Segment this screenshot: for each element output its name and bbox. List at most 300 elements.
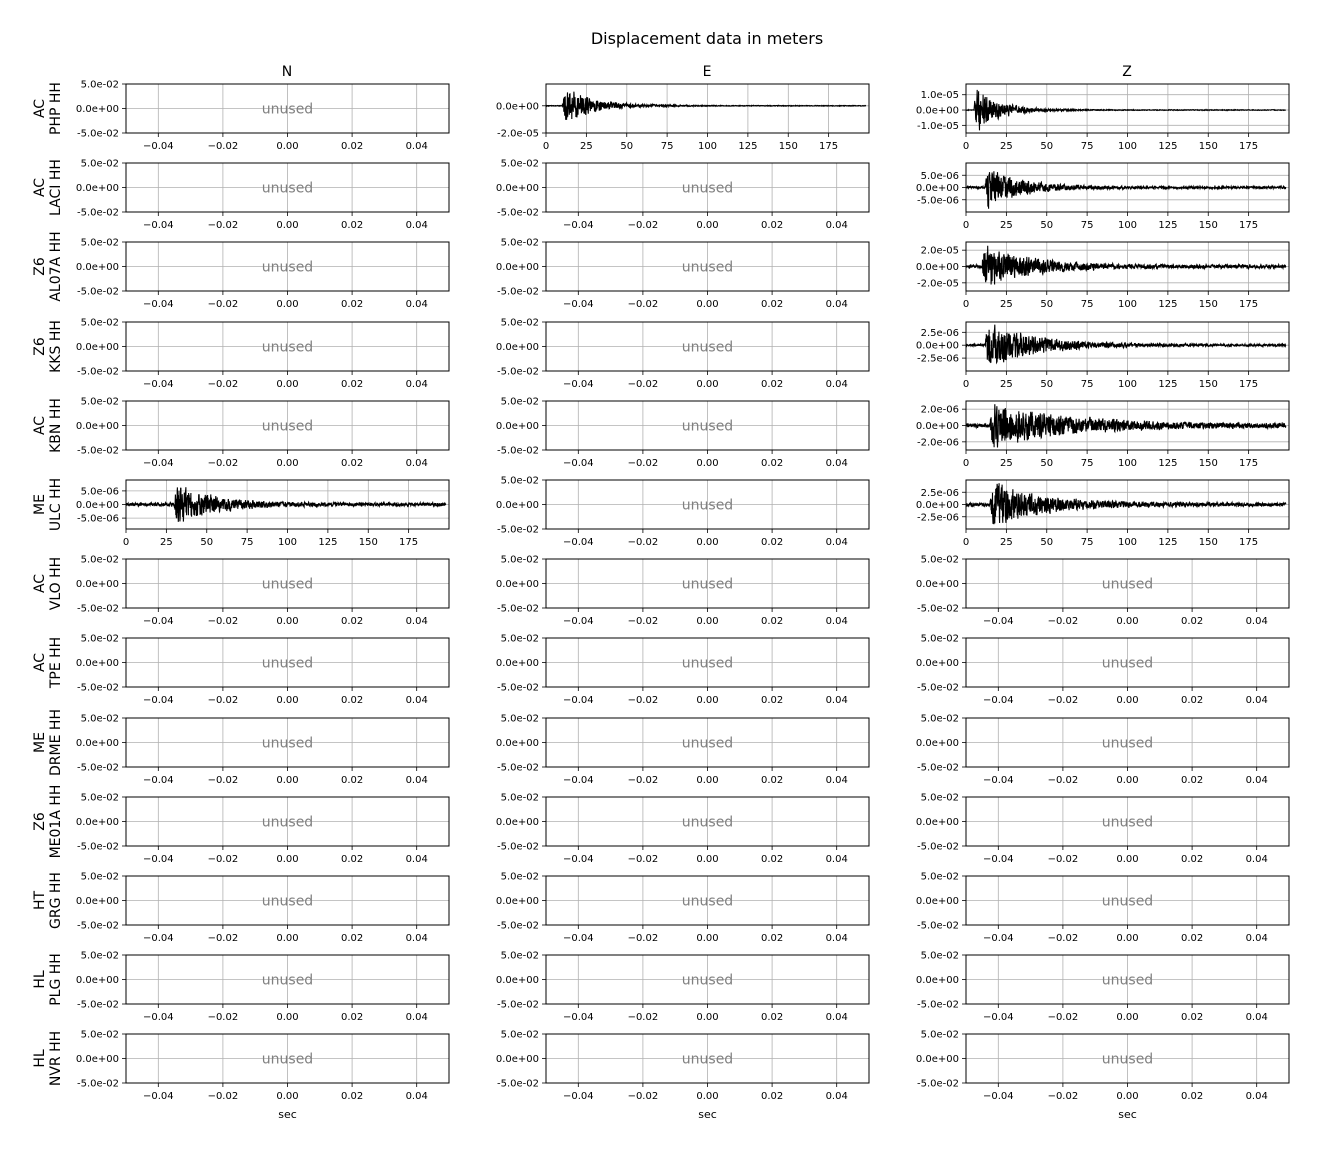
y-tick-label: 5.0e-02 [920, 554, 959, 566]
x-axis-label: sec [1118, 1108, 1137, 1121]
x-tick-label: 0.02 [760, 933, 784, 944]
y-tick-label: 5.0e-02 [920, 950, 959, 962]
unused-label: unused [1101, 735, 1154, 752]
x-tick-label: 0.00 [276, 933, 299, 944]
station-network-label: Z6 [32, 337, 48, 356]
x-tick-label: −0.04 [562, 220, 594, 231]
x-tick-label: −0.04 [142, 695, 174, 706]
x-tick-label: −0.04 [562, 1012, 594, 1023]
x-tick-label: 0.02 [760, 775, 784, 786]
station-row [32, 951, 1289, 1024]
x-tick-label: −0.04 [562, 537, 594, 548]
y-tick-label: -2.0e-05 [497, 128, 539, 140]
x-tick-label: 0.02 [760, 854, 784, 865]
x-tick-label: −0.02 [1047, 1091, 1079, 1102]
y-tick-label: -5.0e-02 [497, 841, 539, 853]
waveform-trace [546, 92, 866, 120]
y-tick-label: 5.0e-02 [920, 871, 959, 883]
x-tick-label: 150 [1198, 458, 1218, 469]
x-tick-label: 0 [962, 141, 970, 152]
station-row [32, 1030, 1289, 1122]
station-network-label: HT [32, 890, 48, 911]
y-tick-label: 0.0e+00 [495, 183, 539, 194]
y-tick-label: 0.0e+00 [915, 262, 959, 273]
y-tick-label: 1.0e-05 [920, 90, 959, 102]
unused-label: unused [261, 180, 314, 197]
y-tick-label: 0.0e+00 [495, 817, 539, 828]
x-tick-label: 150 [1198, 379, 1218, 390]
x-tick-label: 125 [738, 141, 758, 152]
x-tick-label: 0.04 [1245, 1091, 1268, 1102]
x-tick-label: −0.04 [562, 933, 594, 944]
x-tick-label: −0.02 [207, 458, 239, 469]
y-tick-label: -5.0e-02 [77, 366, 119, 378]
unused-label: unused [1101, 893, 1154, 910]
station-network-label: AC [32, 98, 48, 119]
panel-z [916, 163, 1289, 231]
unused-label: unused [261, 972, 314, 989]
panel-z [916, 555, 1289, 628]
x-tick-label: −0.04 [142, 299, 174, 310]
unused-label: unused [1101, 814, 1154, 831]
x-tick-label: −0.04 [142, 220, 174, 231]
unused-label: unused [681, 418, 734, 435]
column-title-n: N [281, 64, 293, 80]
x-tick-label: 0.00 [1116, 854, 1139, 865]
x-tick-label: −0.02 [207, 141, 239, 152]
station-network-label: ME [32, 732, 48, 753]
y-tick-label: 2.5e-06 [920, 487, 959, 499]
station-channel-label: PLG HH [48, 953, 64, 1006]
unused-label: unused [261, 1051, 314, 1068]
y-tick-label: 5.0e-02 [80, 792, 119, 804]
x-tick-label: 100 [1117, 220, 1138, 231]
y-tick-label: 0.0e+00 [75, 975, 119, 986]
y-tick-label: 0.0e+00 [495, 262, 539, 273]
x-tick-label: 0.04 [825, 854, 848, 865]
x-tick-label: 0.02 [1180, 933, 1204, 944]
y-tick-label: -5.0e-02 [497, 999, 539, 1011]
y-tick-label: 0.0e+00 [915, 817, 959, 828]
y-tick-label: -5.0e-02 [77, 762, 119, 774]
x-tick-label: 50 [200, 537, 214, 548]
x-tick-label: 0 [962, 220, 970, 231]
station-row [32, 318, 1289, 391]
x-tick-label: −0.02 [207, 299, 239, 310]
x-tick-label: 0.04 [825, 695, 848, 706]
y-tick-label: 5.0e-02 [80, 317, 119, 329]
x-tick-label: 0.02 [1180, 854, 1204, 865]
unused-label: unused [681, 893, 734, 910]
station-label [32, 637, 64, 689]
x-tick-label: −0.02 [207, 854, 239, 865]
y-tick-label: 5.0e-02 [920, 633, 959, 645]
x-tick-label: −0.02 [627, 695, 659, 706]
x-tick-label: 0.00 [276, 1091, 299, 1102]
unused-label: unused [681, 814, 734, 831]
y-tick-label: -5.0e-02 [77, 207, 119, 219]
y-tick-label: -5.0e-02 [497, 286, 539, 298]
x-tick-label: 0.04 [825, 775, 848, 786]
x-tick-label: 75 [1080, 458, 1094, 469]
x-tick-label: 0.02 [340, 141, 364, 152]
station-channel-label: KKS HH [48, 320, 64, 373]
x-tick-label: 100 [277, 537, 298, 548]
column-title-z: Z [1122, 64, 1132, 80]
station-network-label: HL [32, 1049, 48, 1068]
x-tick-label: 0.04 [405, 1012, 428, 1023]
panel-e [496, 634, 869, 707]
x-tick-label: −0.04 [982, 775, 1014, 786]
y-tick-label: 0.0e+00 [495, 1054, 539, 1065]
y-tick-label: 5.0e-02 [920, 1029, 959, 1041]
x-tick-label: −0.04 [562, 775, 594, 786]
y-tick-label: 5.0e-06 [920, 170, 959, 182]
panel-z [916, 401, 1289, 469]
y-tick-label: -5.0e-02 [917, 1078, 959, 1090]
x-tick-label: 25 [1000, 299, 1013, 310]
x-tick-label: 0.00 [696, 854, 719, 865]
panel-n [76, 80, 449, 153]
waveform-trace [966, 171, 1286, 209]
x-tick-label: −0.04 [562, 458, 594, 469]
x-tick-label: 0.04 [1245, 1012, 1268, 1023]
y-tick-label: 0.0e+00 [75, 104, 119, 115]
station-channel-label: LACI HH [48, 159, 64, 216]
panel-n [76, 480, 449, 548]
x-tick-label: 75 [1080, 537, 1094, 548]
x-tick-label: 0.02 [340, 933, 364, 944]
x-tick-label: 0.02 [340, 379, 364, 390]
x-tick-label: 175 [1239, 141, 1259, 152]
x-tick-label: 125 [1158, 458, 1178, 469]
y-tick-label: 0.0e+00 [75, 738, 119, 749]
y-tick-label: 0.0e+00 [495, 101, 539, 113]
y-tick-label: 0.0e+00 [495, 579, 539, 590]
x-tick-label: 0.04 [825, 220, 848, 231]
x-tick-label: 0.04 [405, 775, 428, 786]
y-tick-label: 0.0e+00 [915, 105, 959, 117]
panel-n [76, 397, 449, 470]
panel-n [76, 793, 449, 866]
x-tick-label: −0.02 [627, 775, 659, 786]
unused-label: unused [261, 576, 314, 593]
y-tick-label: 0.0e+00 [915, 658, 959, 669]
y-tick-label: 0.0e+00 [75, 579, 119, 590]
x-tick-label: −0.02 [627, 220, 659, 231]
panel-e [496, 714, 869, 787]
station-label [32, 478, 64, 531]
y-tick-label: 5.0e-02 [80, 554, 119, 566]
y-tick-label: 0.0e+00 [915, 340, 959, 352]
y-tick-label: -2.5e-06 [917, 353, 959, 365]
x-tick-label: −0.02 [627, 537, 659, 548]
station-label [32, 1031, 64, 1086]
y-tick-label: 5.0e-02 [500, 950, 539, 962]
x-tick-label: −0.02 [207, 1091, 239, 1102]
panel-n [76, 714, 449, 787]
station-channel-label: ME01A HH [48, 784, 64, 859]
x-tick-label: 0 [962, 299, 970, 310]
y-tick-label: 0.0e+00 [495, 342, 539, 353]
panel-grid [32, 80, 1289, 1122]
x-tick-label: 150 [1198, 220, 1218, 231]
x-tick-label: −0.04 [142, 775, 174, 786]
station-row [32, 785, 1289, 865]
x-tick-label: 125 [1158, 299, 1178, 310]
x-tick-label: 0.02 [340, 854, 364, 865]
station-network-label: HL [32, 970, 48, 989]
y-tick-label: 5.0e-02 [80, 1029, 119, 1041]
station-label [32, 82, 64, 135]
panel-e [496, 476, 869, 549]
x-tick-label: −0.04 [982, 933, 1014, 944]
x-tick-label: −0.04 [142, 1012, 174, 1023]
station-channel-label: TPE HH [48, 636, 64, 689]
station-network-label: Z6 [32, 257, 48, 276]
panel-e [496, 872, 869, 945]
y-tick-label: 5.0e-02 [80, 79, 119, 91]
x-tick-label: −0.02 [207, 220, 239, 231]
x-tick-label: 0.00 [276, 458, 299, 469]
panel-z [916, 242, 1289, 310]
x-tick-label: 0.02 [760, 220, 784, 231]
x-tick-label: 0.00 [696, 1012, 719, 1023]
unused-label: unused [681, 259, 734, 276]
waveform-trace [966, 325, 1286, 363]
x-tick-label: 0.04 [1245, 854, 1268, 865]
unused-label: unused [261, 259, 314, 276]
y-tick-label: -5.0e-02 [77, 999, 119, 1011]
y-tick-label: 5.0e-02 [500, 317, 539, 329]
x-tick-label: 0.02 [760, 458, 784, 469]
y-tick-label: -5.0e-02 [497, 207, 539, 219]
x-axis-label: sec [698, 1108, 717, 1121]
panel-e [496, 1030, 869, 1122]
y-tick-label: 5.0e-02 [920, 792, 959, 804]
unused-label: unused [261, 893, 314, 910]
station-channel-label: VLO HH [48, 556, 64, 611]
x-tick-label: 0 [122, 537, 130, 548]
x-tick-label: 0.00 [696, 933, 719, 944]
x-tick-label: 75 [660, 141, 674, 152]
y-tick-label: 5.0e-02 [500, 871, 539, 883]
x-tick-label: 0.00 [1116, 775, 1139, 786]
unused-label: unused [1101, 972, 1154, 989]
y-tick-label: 0.0e+00 [75, 896, 119, 907]
y-tick-label: 0.0e+00 [495, 421, 539, 432]
station-label [32, 159, 64, 216]
x-tick-label: 0.00 [1116, 1091, 1139, 1102]
station-label [32, 953, 64, 1006]
panel-e [496, 397, 869, 470]
y-tick-label: 5.0e-02 [500, 1029, 539, 1041]
unused-label: unused [681, 655, 734, 672]
waveform-trace [966, 483, 1286, 524]
x-tick-label: −0.02 [627, 299, 659, 310]
panel-z [916, 714, 1289, 787]
x-tick-label: 0.04 [825, 933, 848, 944]
station-row [32, 476, 1289, 549]
y-tick-label: -5.0e-02 [917, 762, 959, 774]
station-channel-label: PHP HH [48, 82, 64, 135]
x-tick-label: 0.04 [1245, 775, 1268, 786]
y-tick-label: 0.0e+00 [915, 500, 959, 511]
y-tick-label: 0.0e+00 [75, 262, 119, 273]
x-tick-label: 0.02 [340, 695, 364, 706]
y-tick-label: 0.0e+00 [495, 975, 539, 986]
x-tick-label: 0.04 [405, 458, 428, 469]
unused-label: unused [261, 655, 314, 672]
x-tick-label: −0.04 [982, 695, 1014, 706]
y-tick-label: 5.0e-02 [920, 713, 959, 725]
x-tick-label: 0.00 [276, 695, 299, 706]
panel-z [916, 480, 1289, 548]
x-tick-label: −0.04 [562, 379, 594, 390]
x-tick-label: 0.00 [276, 141, 299, 152]
y-tick-label: 5.0e-02 [80, 713, 119, 725]
station-row [32, 634, 1289, 707]
x-tick-label: 25 [1000, 141, 1013, 152]
x-tick-label: −0.04 [562, 299, 594, 310]
y-tick-label: 0.0e+00 [75, 658, 119, 669]
figure-title: Displacement data in meters [590, 29, 824, 48]
station-label [32, 398, 64, 453]
x-tick-label: −0.02 [1047, 616, 1079, 627]
x-tick-label: 25 [580, 141, 593, 152]
unused-label: unused [681, 497, 734, 514]
x-tick-label: −0.02 [627, 616, 659, 627]
x-tick-label: −0.04 [142, 616, 174, 627]
x-tick-label: 50 [1040, 299, 1054, 310]
x-tick-label: 0.02 [760, 1012, 784, 1023]
x-tick-label: 0.00 [696, 775, 719, 786]
y-tick-label: -5.0e-02 [77, 445, 119, 457]
y-tick-label: -5.0e-02 [497, 682, 539, 694]
x-tick-label: −0.02 [627, 1012, 659, 1023]
x-tick-label: 0.02 [340, 220, 364, 231]
x-tick-label: 0 [962, 458, 970, 469]
station-network-label: AC [32, 177, 48, 198]
panel-e [496, 84, 869, 152]
x-tick-label: −0.02 [207, 1012, 239, 1023]
panel-e [496, 555, 869, 628]
x-tick-label: 0.04 [405, 141, 428, 152]
x-tick-label: 100 [1117, 458, 1138, 469]
x-tick-label: 0.04 [825, 458, 848, 469]
x-tick-label: −0.04 [142, 1091, 174, 1102]
x-tick-label: 150 [778, 141, 798, 152]
x-tick-label: 0.00 [276, 299, 299, 310]
x-tick-label: 0.04 [405, 220, 428, 231]
panel-n [76, 951, 449, 1024]
unused-label: unused [261, 339, 314, 356]
x-tick-label: 0.00 [696, 220, 719, 231]
x-tick-label: 175 [819, 141, 839, 152]
station-label [32, 320, 64, 373]
x-tick-label: 0.04 [405, 616, 428, 627]
x-tick-label: −0.02 [627, 379, 659, 390]
y-tick-label: 5.0e-02 [500, 713, 539, 725]
x-tick-label: 0.00 [1116, 616, 1139, 627]
x-tick-label: −0.04 [142, 458, 174, 469]
y-tick-label: 0.0e+00 [75, 342, 119, 353]
x-tick-label: 150 [1198, 299, 1218, 310]
y-tick-label: 5.0e-02 [500, 475, 539, 487]
panel-n [76, 872, 449, 945]
unused-label: unused [261, 814, 314, 831]
unused-label: unused [681, 576, 734, 593]
y-tick-label: 5.0e-02 [500, 237, 539, 249]
x-tick-label: 0.00 [276, 220, 299, 231]
panel-n [76, 238, 449, 311]
x-tick-label: −0.04 [142, 933, 174, 944]
x-tick-label: −0.02 [1047, 933, 1079, 944]
y-tick-label: 0.0e+00 [495, 896, 539, 907]
x-tick-label: 50 [1040, 141, 1054, 152]
x-tick-label: 0.04 [405, 1091, 428, 1102]
station-channel-label: DRME HH [48, 709, 64, 776]
x-tick-label: 0.00 [696, 537, 719, 548]
panel-e [496, 793, 869, 866]
y-tick-label: -5.0e-06 [77, 513, 119, 525]
x-tick-label: 0.02 [760, 537, 784, 548]
station-label [32, 709, 64, 776]
x-tick-label: 175 [399, 537, 419, 548]
x-tick-label: 0.04 [825, 1012, 848, 1023]
y-tick-label: -5.0e-02 [917, 682, 959, 694]
station-row [32, 872, 1289, 945]
y-tick-label: -5.0e-02 [77, 682, 119, 694]
x-tick-label: 50 [1040, 537, 1054, 548]
y-tick-label: -5.0e-02 [77, 1078, 119, 1090]
x-tick-label: 0.02 [760, 1091, 784, 1102]
panel-n [76, 634, 449, 707]
unused-label: unused [1101, 655, 1154, 672]
y-tick-label: 5.0e-02 [80, 633, 119, 645]
station-row [32, 555, 1289, 628]
x-tick-label: 0.02 [1180, 1091, 1204, 1102]
x-tick-label: 0.00 [276, 616, 299, 627]
y-tick-label: 0.0e+00 [915, 579, 959, 590]
x-tick-label: 100 [1117, 141, 1138, 152]
x-tick-label: 150 [1198, 537, 1218, 548]
x-tick-label: 0.02 [1180, 775, 1204, 786]
y-tick-label: -5.0e-02 [497, 366, 539, 378]
x-tick-label: 100 [1117, 379, 1138, 390]
y-tick-label: -5.0e-02 [497, 762, 539, 774]
x-tick-label: 0.02 [760, 379, 784, 390]
y-tick-label: -5.0e-02 [497, 1078, 539, 1090]
x-tick-label: 0 [962, 379, 970, 390]
x-tick-label: 0.00 [276, 775, 299, 786]
y-tick-label: 2.0e-05 [920, 245, 959, 257]
y-tick-label: -2.0e-06 [917, 437, 959, 449]
x-tick-label: 100 [1117, 299, 1138, 310]
y-tick-label: 0.0e+00 [75, 817, 119, 828]
x-tick-label: −0.02 [1047, 695, 1079, 706]
unused-label: unused [681, 735, 734, 752]
x-tick-label: 150 [1198, 141, 1218, 152]
x-tick-label: 25 [1000, 537, 1013, 548]
x-tick-label: −0.04 [562, 695, 594, 706]
x-tick-label: 0.04 [1245, 695, 1268, 706]
y-tick-label: -2.5e-06 [917, 512, 959, 524]
x-tick-label: 125 [318, 537, 338, 548]
y-tick-label: 0.0e+00 [75, 183, 119, 194]
panel-z [916, 951, 1289, 1024]
x-tick-label: 0.02 [340, 616, 364, 627]
